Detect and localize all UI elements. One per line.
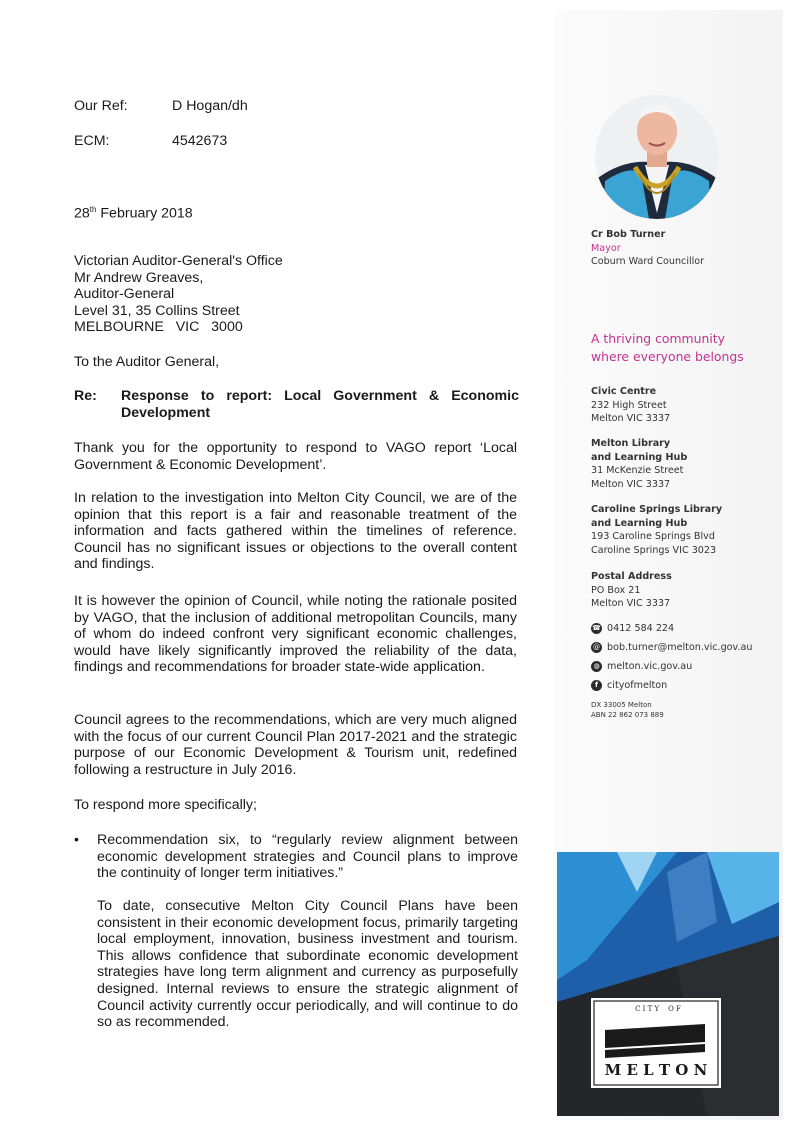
contact-text[interactable]: bob.turner@melton.vic.gov.au <box>607 641 753 653</box>
date-rest: February 2018 <box>96 205 193 222</box>
ecm-line <box>74 133 227 150</box>
contact-text[interactable]: melton.vic.gov.au <box>607 660 693 672</box>
mayor-title: Mayor <box>591 242 621 254</box>
brand-panel <box>557 852 779 1116</box>
tagline <box>591 330 744 366</box>
tagline-line: where everyone belongs <box>591 349 744 364</box>
location-name: Postal Address <box>591 571 672 582</box>
portrait-illustration <box>595 95 719 219</box>
location-name: Civic Centre <box>591 386 657 397</box>
location-line: Melton VIC 3337 <box>591 598 671 610</box>
registration-info <box>591 700 664 720</box>
location-line: Caroline Springs VIC 3023 <box>591 544 717 556</box>
address-line: Level 31, 35 Collins Street <box>74 302 240 319</box>
location-line: Melton VIC 3337 <box>591 478 671 490</box>
dx-number: DX 33005 Melton <box>591 701 652 709</box>
location-line: 232 High Street <box>591 399 667 411</box>
salutation: To the Auditor General, <box>74 354 220 370</box>
postal-address <box>591 570 672 611</box>
contact-phone <box>591 619 752 638</box>
recipient-address <box>74 253 283 336</box>
location-civic-centre <box>591 385 670 426</box>
location-caroline-springs <box>591 503 722 557</box>
location-melton-library <box>591 437 687 491</box>
location-name: Melton Library <box>591 438 671 449</box>
location-line: 31 McKenzie Street <box>591 465 684 477</box>
bullet-followup: To date, consecutive Melton City Council Plans have been consistent in their economic development focus, primarily targeting local employment, innovation, business investment and tourism. This allows confidence that subordinate economic development strategies have long term alignment and currency as purposefully designed. Internal reviews to ensure the strategic alignment of Council activity currently occur periodically, and will continue to do so as recommended. <box>97 898 518 1031</box>
contact-web[interactable] <box>591 657 752 676</box>
mayor-name: Cr Bob Turner <box>591 229 666 240</box>
paragraph: Thank you for the opportunity to respond to VAGO report ‘Local Government & Economic Development’. <box>74 440 517 473</box>
bullet-text: Recommendation six, to “regularly review alignment between economic development strategies and Council plans to improve the continuity of longer term initiatives.” <box>97 832 518 882</box>
contact-facebook[interactable] <box>591 676 752 695</box>
subject-line <box>74 388 519 421</box>
address-line: Mr Andrew Greaves, <box>74 269 204 286</box>
address-line: Victorian Auditor-General's Office <box>74 253 283 269</box>
location-line: Melton VIC 3337 <box>591 413 671 425</box>
phone-icon: ☎ <box>592 624 601 632</box>
contact-text: 0412 584 224 <box>607 622 675 634</box>
logo-melton: M E L T O N <box>604 1061 708 1079</box>
re-text: Response to report: Local Government & Economic Development <box>121 388 519 421</box>
abn-number: ABN 22 862 073 889 <box>591 711 664 719</box>
re-label: Re: <box>74 388 97 404</box>
paragraph: In relation to the investigation into Melton City Council, we are of the opinion that this report is a fair and reasonable treatment of the information and facts gathered within the timelines of reference. Council has no significant issues or objections to the overall content and findings. <box>74 490 517 573</box>
address-line: Auditor-General <box>74 286 175 303</box>
bullet-symbol: • <box>74 832 79 848</box>
location-name: and Learning Hub <box>591 451 688 463</box>
ecm-label: ECM: <box>74 133 110 149</box>
mayor-details <box>591 228 704 269</box>
ref-label: Our Ref: <box>74 98 128 114</box>
facebook-icon: f <box>591 680 602 691</box>
letter-date <box>74 202 193 222</box>
reference-line <box>74 98 248 115</box>
ecm-value: 4542673 <box>172 133 228 149</box>
email-icon: @ <box>593 643 600 651</box>
mayor-photo <box>595 95 719 219</box>
paragraph: It is however the opinion of Council, while noting the rationale posited by VAGO, that the inclusion of additional metropolitan Councils, many of whom do indeed confront very significant economic challenges, would have likely significantly improved the reliability of the data, findings and recommendations for broader state-wide application. <box>74 593 517 676</box>
contact-email[interactable] <box>591 638 752 657</box>
location-name: Caroline Springs Library <box>591 504 723 515</box>
paragraph: To respond more specifically; <box>74 797 257 813</box>
contact-list <box>591 619 752 695</box>
location-line: PO Box 21 <box>591 584 641 596</box>
location-line: 193 Caroline Springs Blvd <box>591 531 715 543</box>
logo-city-of: C I T Y O F <box>635 1005 681 1013</box>
date-suffix: th <box>89 205 97 214</box>
ref-value: D Hogan/dh <box>172 98 248 114</box>
location-name: and Learning Hub <box>591 517 688 529</box>
date-day: 28 <box>74 205 90 222</box>
mayor-ward: Coburn Ward Councillor <box>591 256 705 268</box>
paragraph: Council agrees to the recommendations, which are very much aligned with the focus of our current Council Plan 2017-2021 and the strategic purpose of our Economic Development & Tourism unit, redefined following a restructure in July 2016. <box>74 712 517 778</box>
web-icon: ◍ <box>591 661 602 672</box>
tagline-line: A thriving community <box>591 331 725 346</box>
address-line: MELBOURNE VIC 3000 <box>74 319 243 336</box>
contact-text[interactable]: cityofmelton <box>607 679 668 691</box>
